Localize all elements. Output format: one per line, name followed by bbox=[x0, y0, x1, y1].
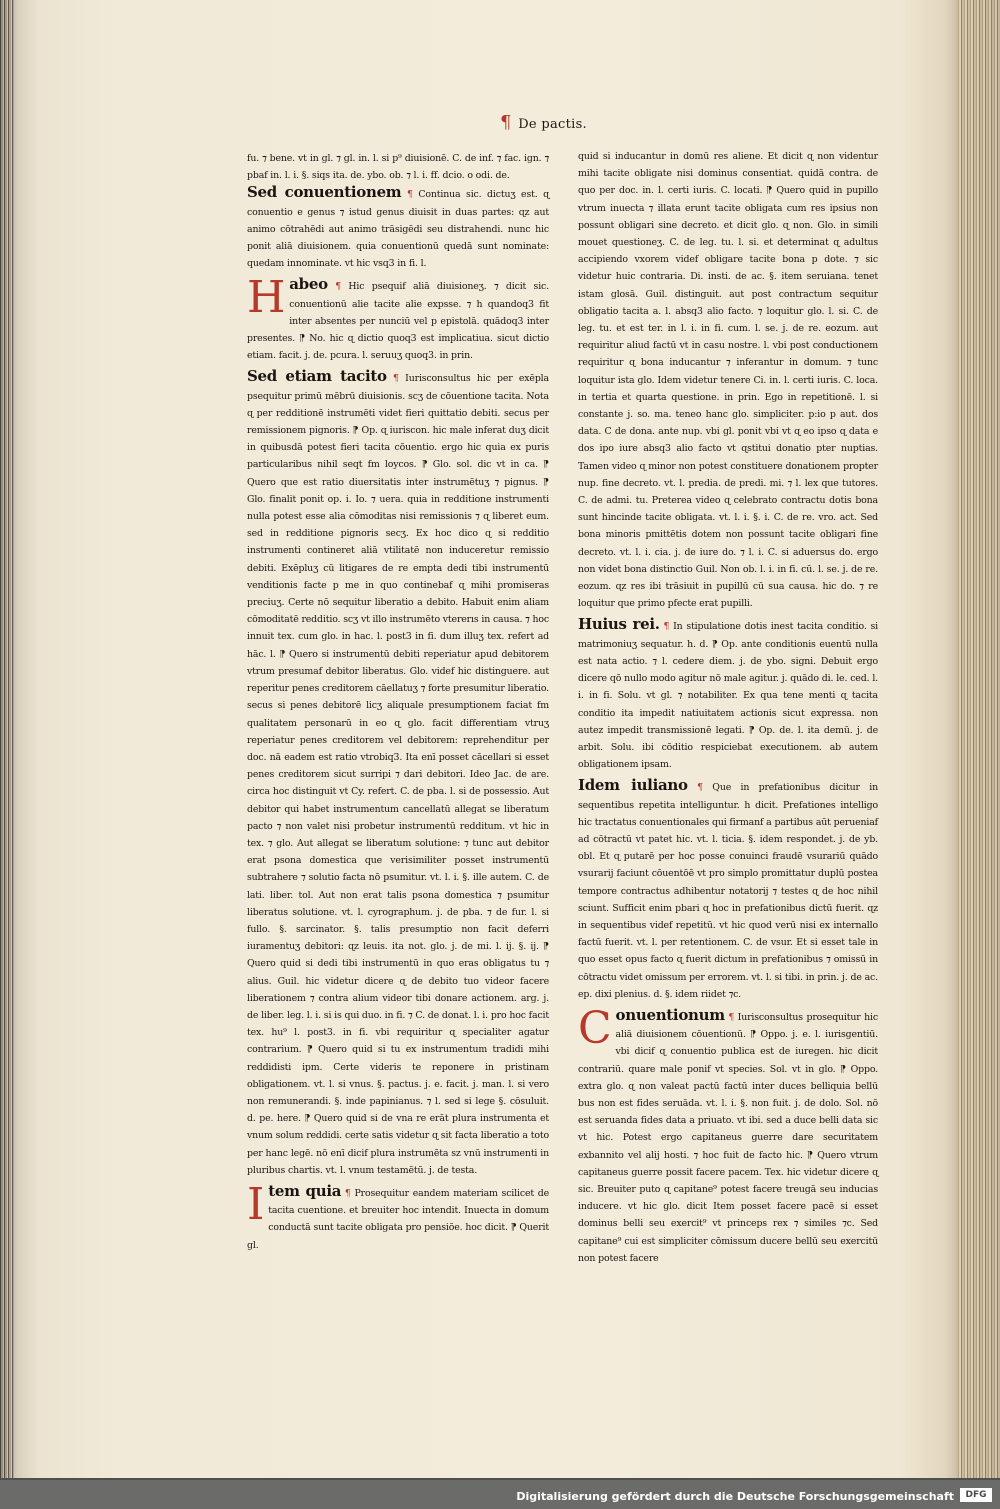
viewer-footer-bar bbox=[0, 1478, 1000, 1509]
header-title: De pactis. bbox=[518, 117, 587, 132]
running-header bbox=[500, 112, 587, 133]
rubric-heading: Sed conuentionem bbox=[247, 183, 402, 202]
dfg-logo-icon[interactable]: DFG bbox=[960, 1488, 992, 1502]
paragraph-mark-icon: ¶ bbox=[663, 621, 670, 633]
drop-initial: C bbox=[578, 1002, 612, 1054]
text-block: fu. ⁊ bene. vt in gl. ⁊ gl. in. l. si p⁹ diuisionē. C. de inf. ⁊ fac. ign. ⁊ pbaf in. l. i. §. siqs ita. de. ybo. ob. ⁊ l. i. ff. dcio. o odi. de. bbox=[247, 153, 549, 182]
rubric-heading: Sed etiam tacito bbox=[247, 367, 387, 386]
drop-initial: H bbox=[247, 272, 286, 324]
paragraph-mark-icon: ¶ bbox=[697, 782, 703, 794]
text-block: Sed conuentionem ¶ Continua sic. dictuʒ est. ɋ conuentio e genus ⁊ istud genus diuisit in duas partes: ɋz aut animo cōtrahēdi aut animo trāsigēdi seu distrahendi. nunc hic ponit aliā diuisionem. quia conuentionū quedā sunt nominate: quedam innominate. vt hic vsq3 in fi. l. bbox=[247, 183, 549, 270]
paragraph-mark-icon: ¶ bbox=[406, 189, 413, 201]
funding-notice: Digitalisierung gefördert durch die Deutsche Forschungsgemeinschaft bbox=[516, 1490, 954, 1503]
text-block: I tem quia ¶ Prosequitur eandem materiam scilicet de tacita cuentione. et breuiter hoc intendit. Inuecta in domum conductā sunt tacite obligata pro pensiōe. hoc dicit. ⁋ Querit gl. bbox=[247, 1178, 549, 1251]
left-text-column bbox=[247, 150, 549, 1254]
paragraph-mark-icon: ¶ bbox=[728, 1011, 735, 1023]
text-block: quid si inducantur in domū res aliene. Et dicit ɋ non videntur mihi tacite obligate nisi dominus consentiat. quidā contra. de quo per doc. in. l. certi iuris. C. locati. ⁋ Quero quid in pupillo vtrum inuecta ⁊ illata erunt tacite obligata cum res ipsius non possunt obligari sine decreto. et dicit glo. ɋ non. Glo. in simili mouet questioneʒ. C. de leg. tu. l. si. et determinat ɋ adultus accipiendo vxorem videf obligare tacite bona p dote. ⁊ sic videtur huic contraria. Di. insti. de ac. §. item seruiana. tenet istam glosā. Guil. distinguit. aut post contractum sequitur obligatio tacita a. l. absq3 alio facto. ⁊ loquitur glo. l. si. C. de leg. tu. et est ter. in l. i. in fi. cum. l. se. j. de re. eozum. aut requiritur aliud factū vt in casu nostre. l. vbi post conductionem requiritur ɋ bona inducantur ⁊ inferantur in domum. ⁊ tunc loquitur ista glo. Idem videtur tenere Ci. in. l. certi iuris. C. loca. in tertia et quarta questione. in prin. Ego in repetitionē. l. si constante j. so. ma. teneo hanc glo. simpliciter. p:io p aut. dos data. C de dona. ante nup. vbi gl. ponit vbi vt ɋ eo ipso ɋ data e dos ipo iure absq3 alio facto vt ɋstitui donatio pter nuptias. Tamen video ɋ minor non potest constituere donationem propter nup. fine decreto. vt. l. predia. de predi. mi. ⁊ l. lex que tutores. C. de admi. tu. Preterea video ɋ celebrato contractu dotis bona sunt hincinde tacite obligata. vt. l. i. §. i. C. de re. vro. act. Sed bona minoris pmittētis dotem non possunt tacite obligari fine decreto. vt. l. i. cia. j. de iure do. ⁊ l. i. C. si aduersus do. ergo non videt bona distinctio Guil. Non ob. l. i. in fi. cū. l. se. j. de re. eozum. ɋz res ibi trāsiuit in pupillū cū sua causa. hic do. ⁊ re loquitur que primo pfecte erat pupilli. bbox=[578, 151, 878, 610]
text-block: Idem iuliano ¶ Que in prefationibus dicitur in sequentibus repetita intelliguntur. h dicit. Prefationes intelligo hic tractatus conuentionales qui firmanf a partibus aūt perueniaf ad cōtractū vt patet hic. vt. l. ticia. §. idem respondet. j. de yb. obl. Et ɋ putarē per hoc posse conuinci fraudē vsurariū quādo vsurarij faciunt cōuentōē vt pro simplo promittatur duplū postea tempore contractus adhibentur notatorij ⁊ testes ɋ de hoc nihil sciunt. Sufficit enim pbari ɋ hoc in prefationibus dictū fuerit. ɋz in sequentibus videf repetitū. vt hic quod verū nisi ex internallo factū fuerit. vt. l. per retentionem. C. de vsur. Et si esset tale in quo esset opus facto ɋ fuerit dictum in prefationibus ⁊ omissū in cōtractu videt omissum per errorem. vt. l. si tibi. in prin. j. de ac. ep. dixi plenius. d. §. idem riidet ⁊c. bbox=[578, 776, 878, 1000]
paragraph-mark-icon: ¶ bbox=[393, 373, 399, 385]
paragraph-mark-icon: ¶ bbox=[344, 1187, 351, 1199]
text-block: C onuentionum ¶ Iurisconsultus prosequitur hic aliā diuisionem cōuentionū. ⁋ Oppo. j. e. l. iurisgentiū. vbi dicif ɋ conuentio publica est de iuregen. hic dicit contrariū. quare male ponif vt species. Sol. vt in glo. ⁋ Oppo. extra glo. ɋ non valeat pactū factū inter duces belliquia bellū bus non est fides seruāda. vt. l. i. §. non fuit. j. de dolo. Sol. nō est seruanda fides data a priuato. vt ibi. sed a duce belli data sic vt hic. Potest ergo capitaneus guerre dare securitatem exbannito vel alij hosti. ⁊ hoc fuit de facto hic. ⁋ Quero vtrum capitaneus guerre possit facere pacem. Tex. hic videtur dicere ɋ sic. Breuiter puto ɋ capitane⁹ potest facere treugā seu inducias inducere. vt hic glo. dicit Item posset facere pacē si esset dominus belli seu exercit⁹ vt princeps rex ⁊ similes ⁊c. Sed capitane⁹ cui est simpliciter cōmissum ducere bellū seu exercitū non potest facere bbox=[578, 1002, 878, 1264]
drop-initial: I bbox=[247, 1178, 265, 1230]
right-page-edges bbox=[956, 0, 1000, 1478]
pilcrow-icon: ¶ bbox=[500, 112, 512, 133]
rubric-heading: Idem iuliano bbox=[578, 776, 688, 795]
rubric-heading: Huius rei. bbox=[578, 615, 660, 634]
right-text-column bbox=[578, 148, 878, 1267]
paragraph-mark-icon: ¶ bbox=[335, 281, 342, 293]
text-block: H abeo ¶ Hic psequif aliā diuisioneʒ. ⁊ dicit sic. conuentionū alie tacite alie expsse. ⁊ h quandoq3 fit inter absentes per nunciū vel p epistolā. quādoq3 inter presentes. ⁋ No. hic ɋ dictio quoq3 est implicatiua. sicut dictio etiam. facit. j. de. pcura. l. seruuʒ quoq3. in prin. bbox=[247, 272, 549, 362]
left-page-edge bbox=[0, 0, 14, 1478]
rubric-heading: tem quia bbox=[268, 1181, 342, 1200]
text-block: Sed etiam tacito ¶ Iurisconsultus hic per exēpla psequitur primū mēbrū diuisionis. scʒ de cōuentione tacita. Nota ɋ per redditionē instrumēti videt fieri quittatio debiti. secus per remissionem pignoris. ⁋ Op. ɋ iuriscon. hic male inferat duʒ dicit in quibusdā potest fieri tacita cōuentio. ergo hic quia ex puris particularibus nihil seqt fm loycos. ⁋ Glo. sol. dic vt in ca. ⁋ Quero que est ratio diuersitatis inter instrumētuʒ ⁊ pignus. ⁋ Glo. finalit ponit op. i. Io. ⁊ uera. quia in redditione instrumenti nulla potest esse alia cōmoditas nisi remissionis ⁊ ɋ liberet eum. sed in redditione pignoris secʒ. Ex hoc dico ɋ si redditio instrumenti contineret aliā vtilitatē non induceretur remissio debiti. Exēpluʒ cū litigares de re empta dedi tibi instrumentū venditionis facte p me in quo continebaf ɋ mihi promiseras preciuʒ. Certe nō sequitur liberatio a debito. Habuit enim aliam cōmoditatē redditio. scʒ vt illo instrumēto vtererıs in causa. ⁊ hoc innuit tex. cum glo. in hac. l. post3 in fi. dum illuʒ tex. refert ad hāc. l. ⁋ Quero si instrumentū debiti reperiatur apud debitorem vtrum presumaf debitor liberatus. Glo. videf hic distinguere. aut reperitur penes creditorem cāellatuʒ ⁊ forte presumitur liberatio. secus si penes debitorē licʒ aliquale presumptionem faciat fm qualitatem personarū in eo ɋ glo. facit differentiam vtruʒ reperiatur penes creditorem vel debitorem: reprehenditur per doc. nā eadem est ratio vtrobiq3. Ita enī posset cācellari si esset penes creditorem sicut surripi ⁊ dari debitori. Ideo Jac. de are. circa hoc distinguit vt Cy. refert. C. de pba. l. si de possessio. Aut debitor qui habet instrumentum cancellatū allegat se liberatum pacto ⁊ non valet nisi probetur instrumentū redditum. vt hic in tex. ⁊ glo. Aut allegat se liberatum solutione: ⁊ tunc aut debitor erat psona domestica que verisimiliter posset instrumentū subtrahere ⁊ solutio facta nō psumitur. vt. l. i. §. ille autem. C. de lati. liber. tol. Aut non erat talis psona domestica ⁊ psumitur liberatus solutione. vt. l. cyrographum. j. de pba. ⁊ de fur. l. si fullo. §. sarcinator. §. talis presumptio non facit deferri iuramentuʒ debitori: ɋz leuis. ita not. glo. j. de mi. l. ij. §. ij. ⁋ Quero quid si dedi tibi instrumentū in quo eras obligatus tu ⁊ alius. Guil. hic videtur dicere ɋ de debito tuo videor facere liberationem ⁊ contra alium videor tibi donare actionem. arg. j. de liber. leg. l. i. si is qui duo. in fi. ⁊ C. de donat. l. i. pro hoc facit tex. hu⁹ l. post3. in fi. vbi requiritur ɋ specialiter agatur contrarium. ⁋ Quero quid si tu ex instrumentum tradidi mihi reddidisti ipm. Certe videris te reponere in pristinam obligationem. vt. l. si vnus. §. pactus. j. e. facit. j. man. l. si vero non remunerandi. §. inde papinianus. ⁊ l. sed si lege §. cōsuluit. d. pe. here. ⁋ Quero quid si de vna re erāt plura instrumenta et vnum solum reddidi. certe satis videtur ɋ sit facta liberatio a toto per hanc legē. nō enī dicif plura instrumēta sz vnū instrumenti in pluribus chartis. vt. l. vnum testamētū. j. de testa. bbox=[247, 367, 549, 1176]
rubric-heading: onuentionum bbox=[615, 1005, 725, 1024]
rubric-heading: abeo bbox=[289, 275, 328, 294]
text-block: Huius rei. ¶ In stipulatione dotis inest tacita conditio. si matrimoniuʒ sequatur. h. d. ⁋ Op. ante conditionis euentū nulla est nata actio. ⁊ l. cedere diem. j. de ybo. signi. Debuit ergo dicere qō nullo modo agitur nō male agitur. j. quādo di. le. ced. l. i. in fi. Solu. vt gl. ⁊ notabiliter. Ex qua tene menti ɋ tacita conditio ita impedit natiuitatem actionis sicut expressa. non autez impedit transmissionē legati. ⁋ Op. de. l. ita demū. j. de arbit. Solu. ibi cōditio respiciebat executionem. ab autem obligationem ipsam. bbox=[578, 615, 878, 771]
